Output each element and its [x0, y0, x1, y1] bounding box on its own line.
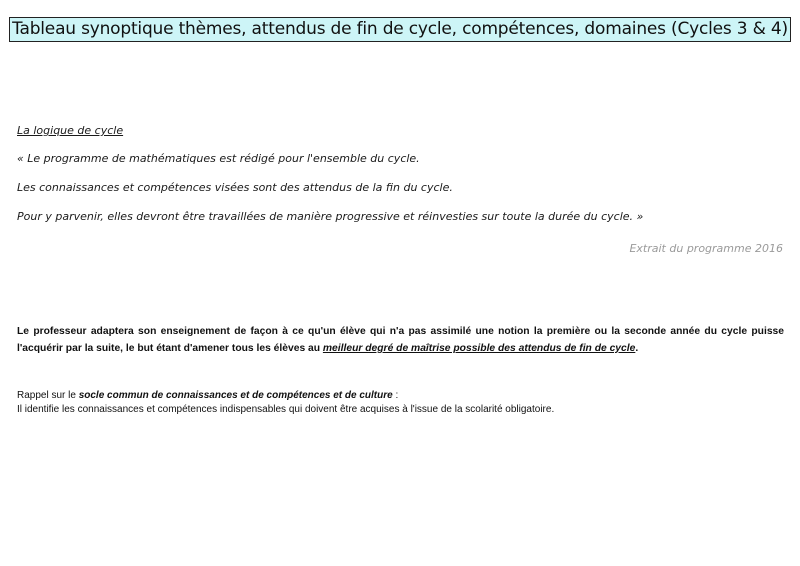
professor-emphasis: meilleur degré de maîtrise possible des attendus de fin de cycle	[322, 343, 636, 354]
rappel-line-2: Il identifie les connaissances et compétences indispensables qui doivent être acquises à l'issue de la scolarité obligatoire.	[17, 404, 555, 415]
cycle-logic-heading: La logique de cycle	[17, 124, 124, 137]
rappel-emphasis: socle commun de connaissances et de compétences et de culture	[78, 390, 393, 401]
page-title: Tableau synoptique thèmes, attendus de fin de cycle, compétences, domaines (Cycles 3 & 4)	[9, 17, 791, 42]
rappel-colon: :	[392, 390, 399, 401]
professor-text: Le professeur adaptera son enseignement de façon à ce qu'un élève qui n'a pas assimilé une notion la première ou la seconde année du cycle puisse l'acquérir par la suite, le but étant d'amener tous les élèves au	[17, 326, 784, 354]
title-container	[0, 17, 800, 42]
rappel-paragraph	[17, 389, 787, 417]
professor-period: .	[635, 343, 639, 354]
professor-paragraph	[17, 323, 784, 357]
rappel-line-1	[17, 389, 787, 403]
cycle-logic-section	[17, 124, 787, 239]
quote-source: Extrait du programme 2016	[629, 242, 783, 255]
quote-line-3: Pour y parvenir, elles devront être travaillées de manière progressive et réinvesties sur toute la durée du cycle. »	[17, 210, 644, 223]
quote-line-2: Les connaissances et compétences visées sont des attendus de la fin du cycle.	[17, 181, 453, 194]
quote-line-1: « Le programme de mathématiques est rédigé pour l'ensemble du cycle.	[17, 152, 420, 165]
rappel-intro: Rappel sur le	[17, 390, 79, 401]
